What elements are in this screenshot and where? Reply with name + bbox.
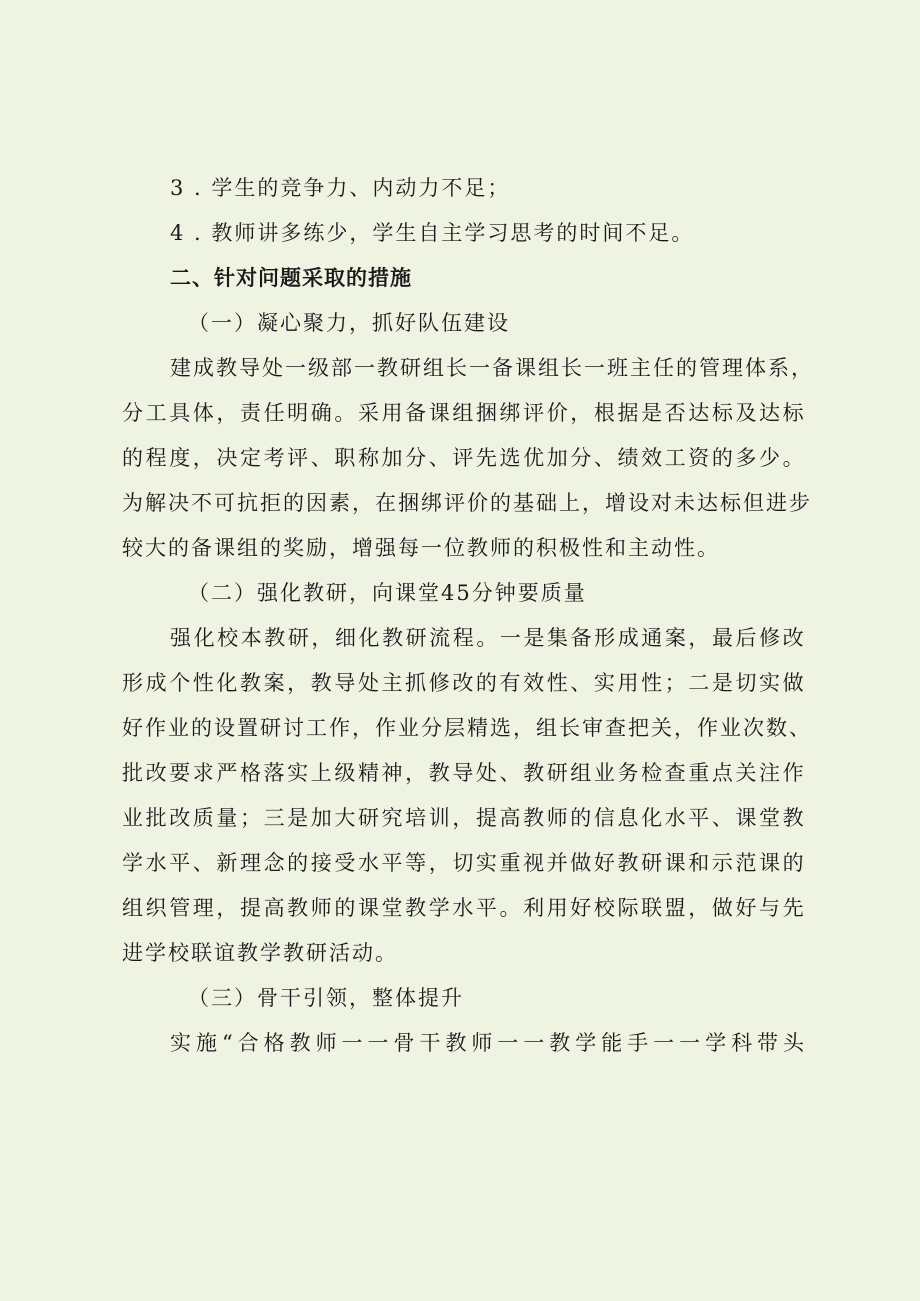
paragraph-2-line-3: 好 作 业 的 设 置 研 讨 工 作 ， 作 业 分 层 精 选 ， 组 长 审 查 把 关 ， 作 业 次 数 、	[122, 716, 812, 740]
paragraph-1-line-3: 的 程 度 ， 决 定 考 评 、 职 称 加 分 、 评 先 选 优 加 分 、 绩 效 工 资 的 多 少 。	[122, 446, 806, 470]
paragraph-1-line-4: 为解决不可抗拒的因素，在捆绑评价的基础上，增设对未达标但进步	[122, 491, 812, 515]
paragraph-2-line-7: 组 织 管 理 ， 提 高 教 师 的 课 堂 教 学 水 平 。 利 用 好 校 际 联 盟 ， 做 好 与 先	[122, 896, 806, 920]
subsection-heading-1: （一）凝心聚力，抓好队伍建设	[188, 311, 510, 335]
paragraph-2-line-5: 业 批 改 质 量 ； 三 是 加 大 研 究 培 训 ， 提 高 教 师 的 信 息 化 水 平 、 课 堂 教	[122, 806, 806, 830]
paragraph-1-line-1: 建 成 教 导 处 一 级 部 一 教 研 组 长 一 备 课 组 长 一 班 主 任 的 管 理 体 系 ，	[170, 356, 814, 380]
paragraph-2-line-4: 批 改 要 求 严 格 落 实 上 级 精 神 ， 教 导 处 、 教 研 组 业 务 检 查 重 点 关 注 作	[122, 761, 806, 785]
paragraph-2-line-6: 学 水 平 、 新 理 念 的 接 受 水 平 等 ， 切 实 重 视 并 做 好 教 研 课 和 示 范 课 的	[122, 851, 806, 875]
paragraph-1-line-5: 较大的备课组的奖励，增强每一位教师的积极性和主动性。	[122, 536, 720, 560]
paragraph-3-line-1: 实 施 “ 合 格 教 师 一 一 骨 干 教 师 一 一 教 学 能 手 一 一 学 科 带 头	[170, 1031, 806, 1055]
section-heading-2: 二、针对问题采取的措施	[170, 266, 412, 290]
paragraph-2-line-8: 进学校联谊教学教研活动。	[122, 941, 398, 965]
paragraph-2-line-2: 形 成 个 性 化 教 案 ， 教 导 处 主 抓 修 改 的 有 效 性 、 实 用 性 ； 二 是 切 实 做	[122, 671, 806, 695]
list-item-3: 3 . 学生的竞争力、内动力不足；	[170, 176, 511, 200]
paragraph-1-line-2: 分 工 具 体 ， 责 任 明 确 。 采 用 备 课 组 捆 绑 评 价 ， 根 据 是 否 达 标 及 达 标	[122, 401, 806, 425]
subsection-heading-2: （二）强化教研，向课堂45分钟要质量	[188, 581, 587, 605]
paragraph-2-line-1: 强 化 校 本 教 研 ， 细 化 教 研 流 程 。 一 是 集 备 形 成 通 案 ， 最 后 修 改	[170, 626, 806, 650]
subsection-heading-3: （三）骨干引领，整体提升	[188, 986, 464, 1010]
list-item-4: 4 . 教师讲多练少，学生自主学习思考的时间不足。	[170, 221, 695, 245]
